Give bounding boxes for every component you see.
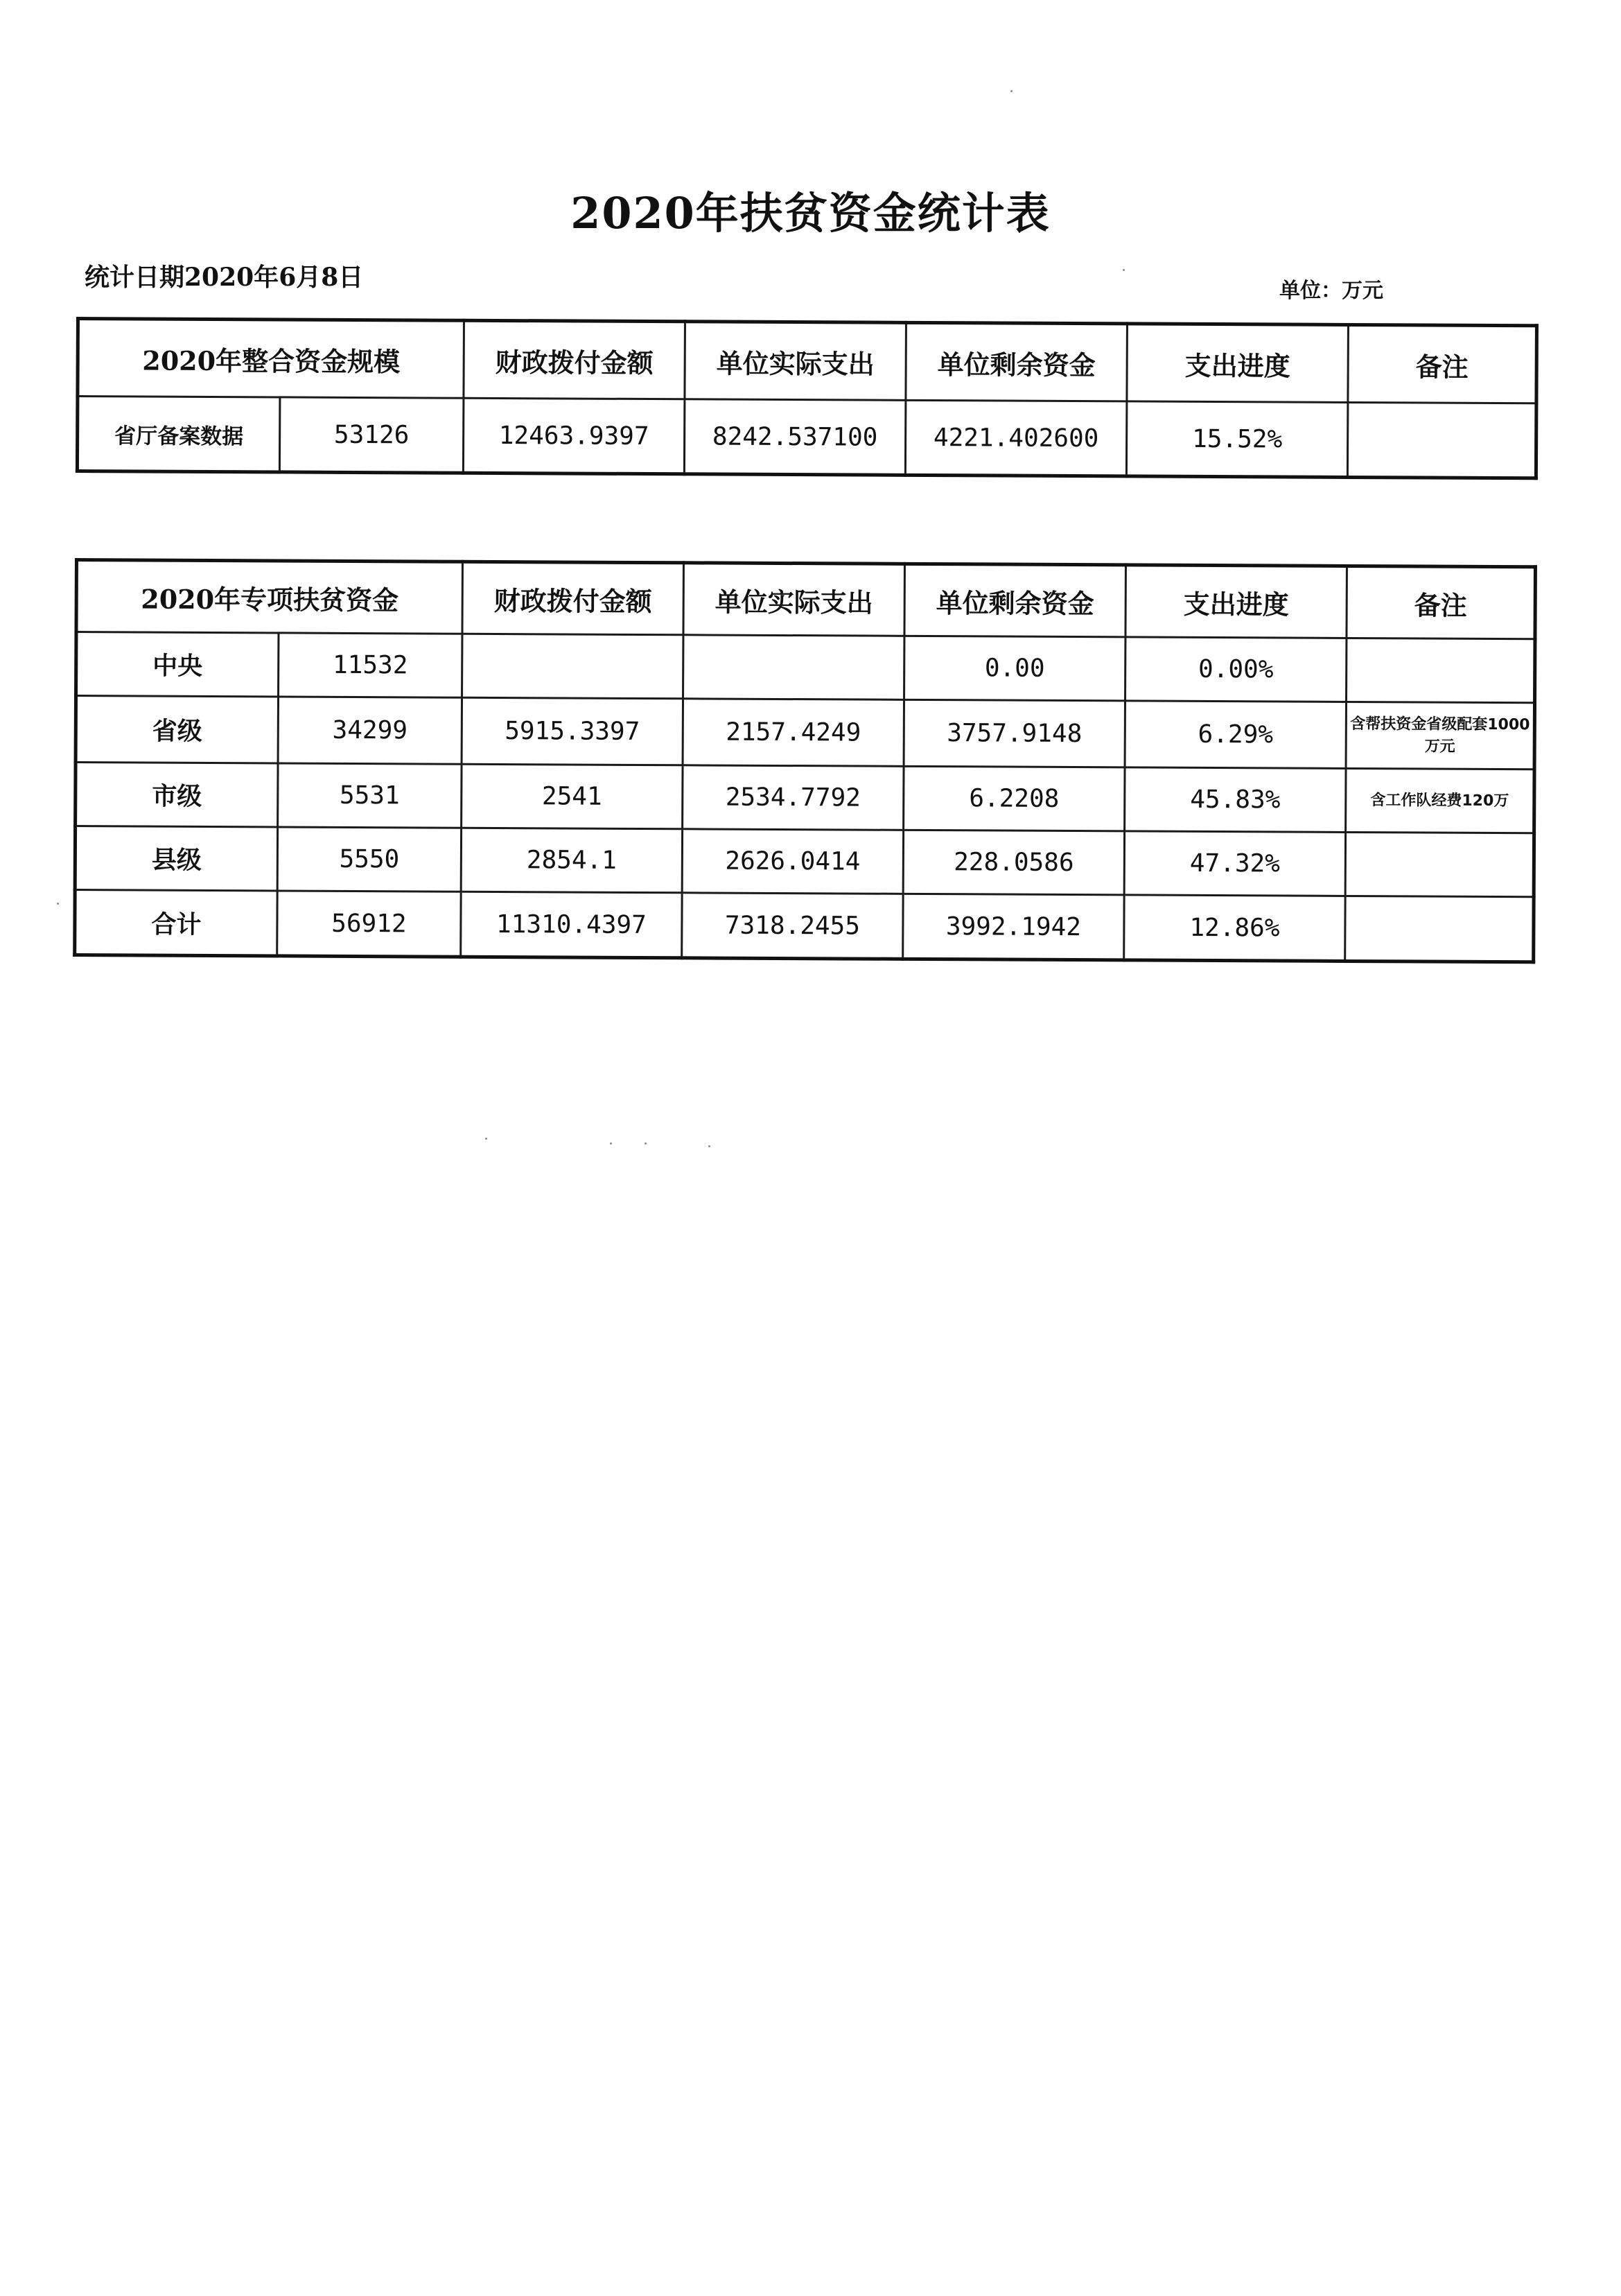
cell-spent — [683, 635, 904, 700]
cell-spent: 2534.7792 — [683, 765, 904, 830]
cell-note: 含工作队经费120万 — [1346, 768, 1534, 833]
table-row — [75, 826, 1534, 897]
scan-speck — [610, 1142, 612, 1145]
cell-remaining: 0.00 — [904, 636, 1125, 701]
cell-allocated: 5915.3397 — [462, 697, 683, 765]
cell-progress: 45.83% — [1125, 767, 1346, 833]
header-remaining: 单位剩余资金 — [904, 564, 1126, 637]
header-remarks: 备注 — [1347, 566, 1536, 638]
table-header-row — [76, 560, 1535, 639]
header-progress: 支出进度 — [1127, 324, 1349, 403]
cell-remaining: 3757.9148 — [904, 699, 1125, 767]
cell-progress: 6.29% — [1125, 701, 1346, 769]
cell-spent: 2157.4249 — [683, 699, 904, 767]
cell-remaining: 4221.402600 — [905, 400, 1127, 476]
header-special-funds: 2020年专项扶贫资金 — [76, 560, 463, 634]
cell-scale: 5531 — [278, 763, 462, 828]
cell-note — [1345, 896, 1534, 962]
cell-progress: 0.00% — [1125, 637, 1347, 702]
row-level: 中央 — [76, 632, 279, 697]
cell-progress: 47.32% — [1124, 831, 1345, 896]
cell-allocated: 12463.9397 — [463, 398, 685, 474]
unit-label: 单位：万元 — [1279, 279, 1383, 303]
row-level: 合计 — [75, 890, 277, 956]
cell-progress: 12.86% — [1124, 895, 1345, 962]
cell-remaining: 6.2208 — [904, 766, 1125, 831]
table-header-row — [78, 319, 1537, 403]
table-row-total — [75, 890, 1534, 962]
cell-note — [1347, 638, 1535, 702]
row-level: 县级 — [75, 826, 277, 891]
cell-remaining: 228.0586 — [903, 830, 1124, 895]
cell-allocated: 2854.1 — [461, 828, 682, 893]
cell-allocated — [462, 634, 683, 699]
cell-scale: 34299 — [278, 697, 462, 764]
table-row — [77, 397, 1536, 478]
table-row — [76, 632, 1535, 703]
row-label: 省厅备案数据 — [77, 397, 280, 472]
header-allocated: 财政拨付金额 — [464, 320, 685, 399]
scan-speck — [1010, 90, 1013, 92]
page-title: 2020年扶贫资金统计表 — [570, 188, 1051, 238]
cell-remaining: 3992.1942 — [903, 894, 1124, 960]
cell-scale: 56912 — [277, 891, 461, 957]
scan-speck — [645, 1142, 647, 1145]
row-level: 市级 — [76, 763, 278, 827]
cell-spent: 7318.2455 — [682, 893, 903, 959]
cell-scale: 5550 — [277, 827, 461, 892]
cell-note: 含帮扶资金省级配套1000万元 — [1346, 702, 1534, 769]
table-row — [76, 763, 1534, 833]
cell-spent: 2626.0414 — [682, 829, 903, 894]
header-remaining: 单位剩余资金 — [906, 322, 1128, 401]
scan-speck — [485, 1138, 487, 1140]
header-spent: 单位实际支出 — [683, 563, 905, 636]
header-progress: 支出进度 — [1125, 565, 1347, 638]
cell-allocated: 11310.4397 — [461, 892, 682, 958]
table-row — [76, 696, 1534, 769]
statistics-date: 统计日期2020年6月8日 — [85, 263, 364, 292]
cell-allocated: 2541 — [462, 764, 683, 829]
scan-speck — [57, 903, 59, 905]
scan-speck — [1123, 269, 1125, 271]
cell-note — [1345, 832, 1534, 896]
header-allocated: 财政拨付金额 — [462, 562, 684, 635]
cell-scale: 53126 — [279, 397, 464, 473]
header-fund-scale: 2020年整合资金规模 — [78, 319, 464, 399]
cell-spent: 8242.537100 — [684, 399, 906, 476]
integrated-funds-table — [76, 317, 1539, 480]
cell-progress: 15.52% — [1126, 401, 1348, 478]
scan-speck — [708, 1145, 710, 1147]
cell-scale: 11532 — [279, 633, 462, 697]
cell-note — [1347, 402, 1536, 478]
header-spent: 单位实际支出 — [685, 322, 906, 401]
special-funds-table — [73, 558, 1537, 964]
header-remarks: 备注 — [1348, 324, 1537, 403]
row-level: 省级 — [76, 696, 278, 763]
